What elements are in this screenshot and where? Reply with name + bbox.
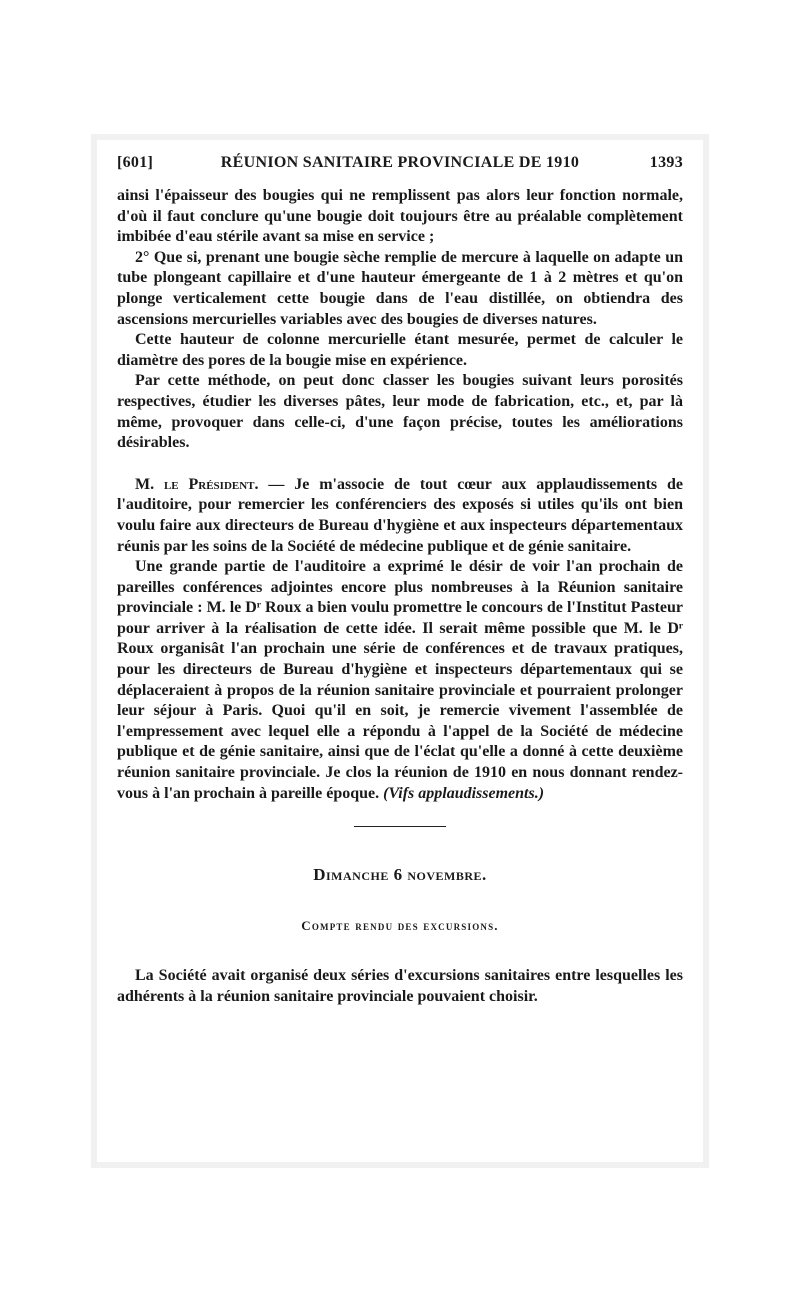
paragraph-excursions: La Société avait organisé deux séries d'excursions sanitaires entre lesquelles les adhérents à la réunion sanitaire provinciale pouvaient choisir. xyxy=(117,967,683,1005)
paragraph-gap xyxy=(117,454,683,475)
applause-note: (Vifs applaudissements.) xyxy=(383,784,545,802)
paragraph-president xyxy=(117,475,683,557)
rule-spacer-top xyxy=(117,804,683,826)
day-heading: Dimanche 6 novembre. xyxy=(313,865,487,885)
speaker-name: M. le Président. — xyxy=(135,475,285,493)
page-number: 1393 xyxy=(649,154,683,171)
bracketed-page-number: [601] xyxy=(117,154,154,171)
heading-spacer xyxy=(117,886,683,916)
section-heading: Compte rendu des excursions. xyxy=(301,917,499,933)
paragraph-column-height: Cette hauteur de colonne mercurielle étant mesurée, permet de calculer le diamètre des pores de la bougie mise en expérience. xyxy=(117,331,683,369)
running-title: RÉUNION SANITAIRE PROVINCIALE DE 1910 xyxy=(220,154,580,171)
book-page xyxy=(97,140,703,1162)
rule-spacer-bottom xyxy=(117,827,683,865)
closing-speech: Une grande partie de l'auditoire a exprimé le désir de voir l'an prochain de pareilles conférences adjointes encore plus nombreuses à la Réunion sanitaire provinciale : M. le Dʳ Roux a bien voulu promettre le concours de l'Institut Pasteur pour arriver à la réalisation de cette idée. Il serait même possible que M. le Dʳ Roux organisât l'an prochain une série de conférences et de travaux pratiques, pour les directeurs de Bureau d'hygiène et inspecteurs départementaux qui se déplaceraient à propos de la réunion sanitaire provinciale et pourraient prolonger leur séjour à Paris. Quoi qu'il en soit, je remercie vivement l'assemblée de l'empressement avec lequel elle a répondu à l'appel de la Société de médecine publique et de génie sanitaire, ainsi que de l'éclat qu'elle a donné à cette deuxième réunion sanitaire provinciale. Je clos la réunion de 1910 en nous donnant rendez-vous à l'an prochain à pareille époque. xyxy=(117,558,683,802)
paragraph-method: Par cette méthode, on peut donc classer les bougies suivant leurs porosités respectives, étudier les diverses pâtes, leur mode de fabrication, etc., et, par là même, provoquer dans celle-ci, d'une façon précise, toutes les améliorations désirables. xyxy=(117,372,683,452)
running-header xyxy=(117,154,683,178)
heading-spacer-2 xyxy=(117,936,683,966)
paragraph-second-point: 2° Que si, prenant une bougie sèche remplie de mercure à laquelle on adapte un tube plongeant capillaire et d'une hauteur émergeante de 1 à 2 mètres et qu'on plonge verticalement cette bougie dans de l'eau distillée, on obtiendra des ascensions mercurielles variables avec des bougies de diverses natures. xyxy=(117,248,683,328)
paragraph-closing xyxy=(117,557,683,804)
paragraph-continued: ainsi l'épaisseur des bougies qui ne remplissent pas alors leur fonction normale, d'où il faut conclure qu'une bougie doit toujours être au préalable complètement imbibée d'eau stérile avant sa mise en service ; xyxy=(117,187,683,246)
page-body xyxy=(117,186,683,1008)
president-speech: Je m'associe de tout cœur aux applaudissements de l'auditoire, pour remercier les conférenciers des exposés si utiles qu'ils ont bien voulu faire aux directeurs de Bureau d'hygiène et aux inspecteurs départementaux réunis par les soins de la Société de médecine publique et de génie sanitaire. xyxy=(117,475,684,555)
